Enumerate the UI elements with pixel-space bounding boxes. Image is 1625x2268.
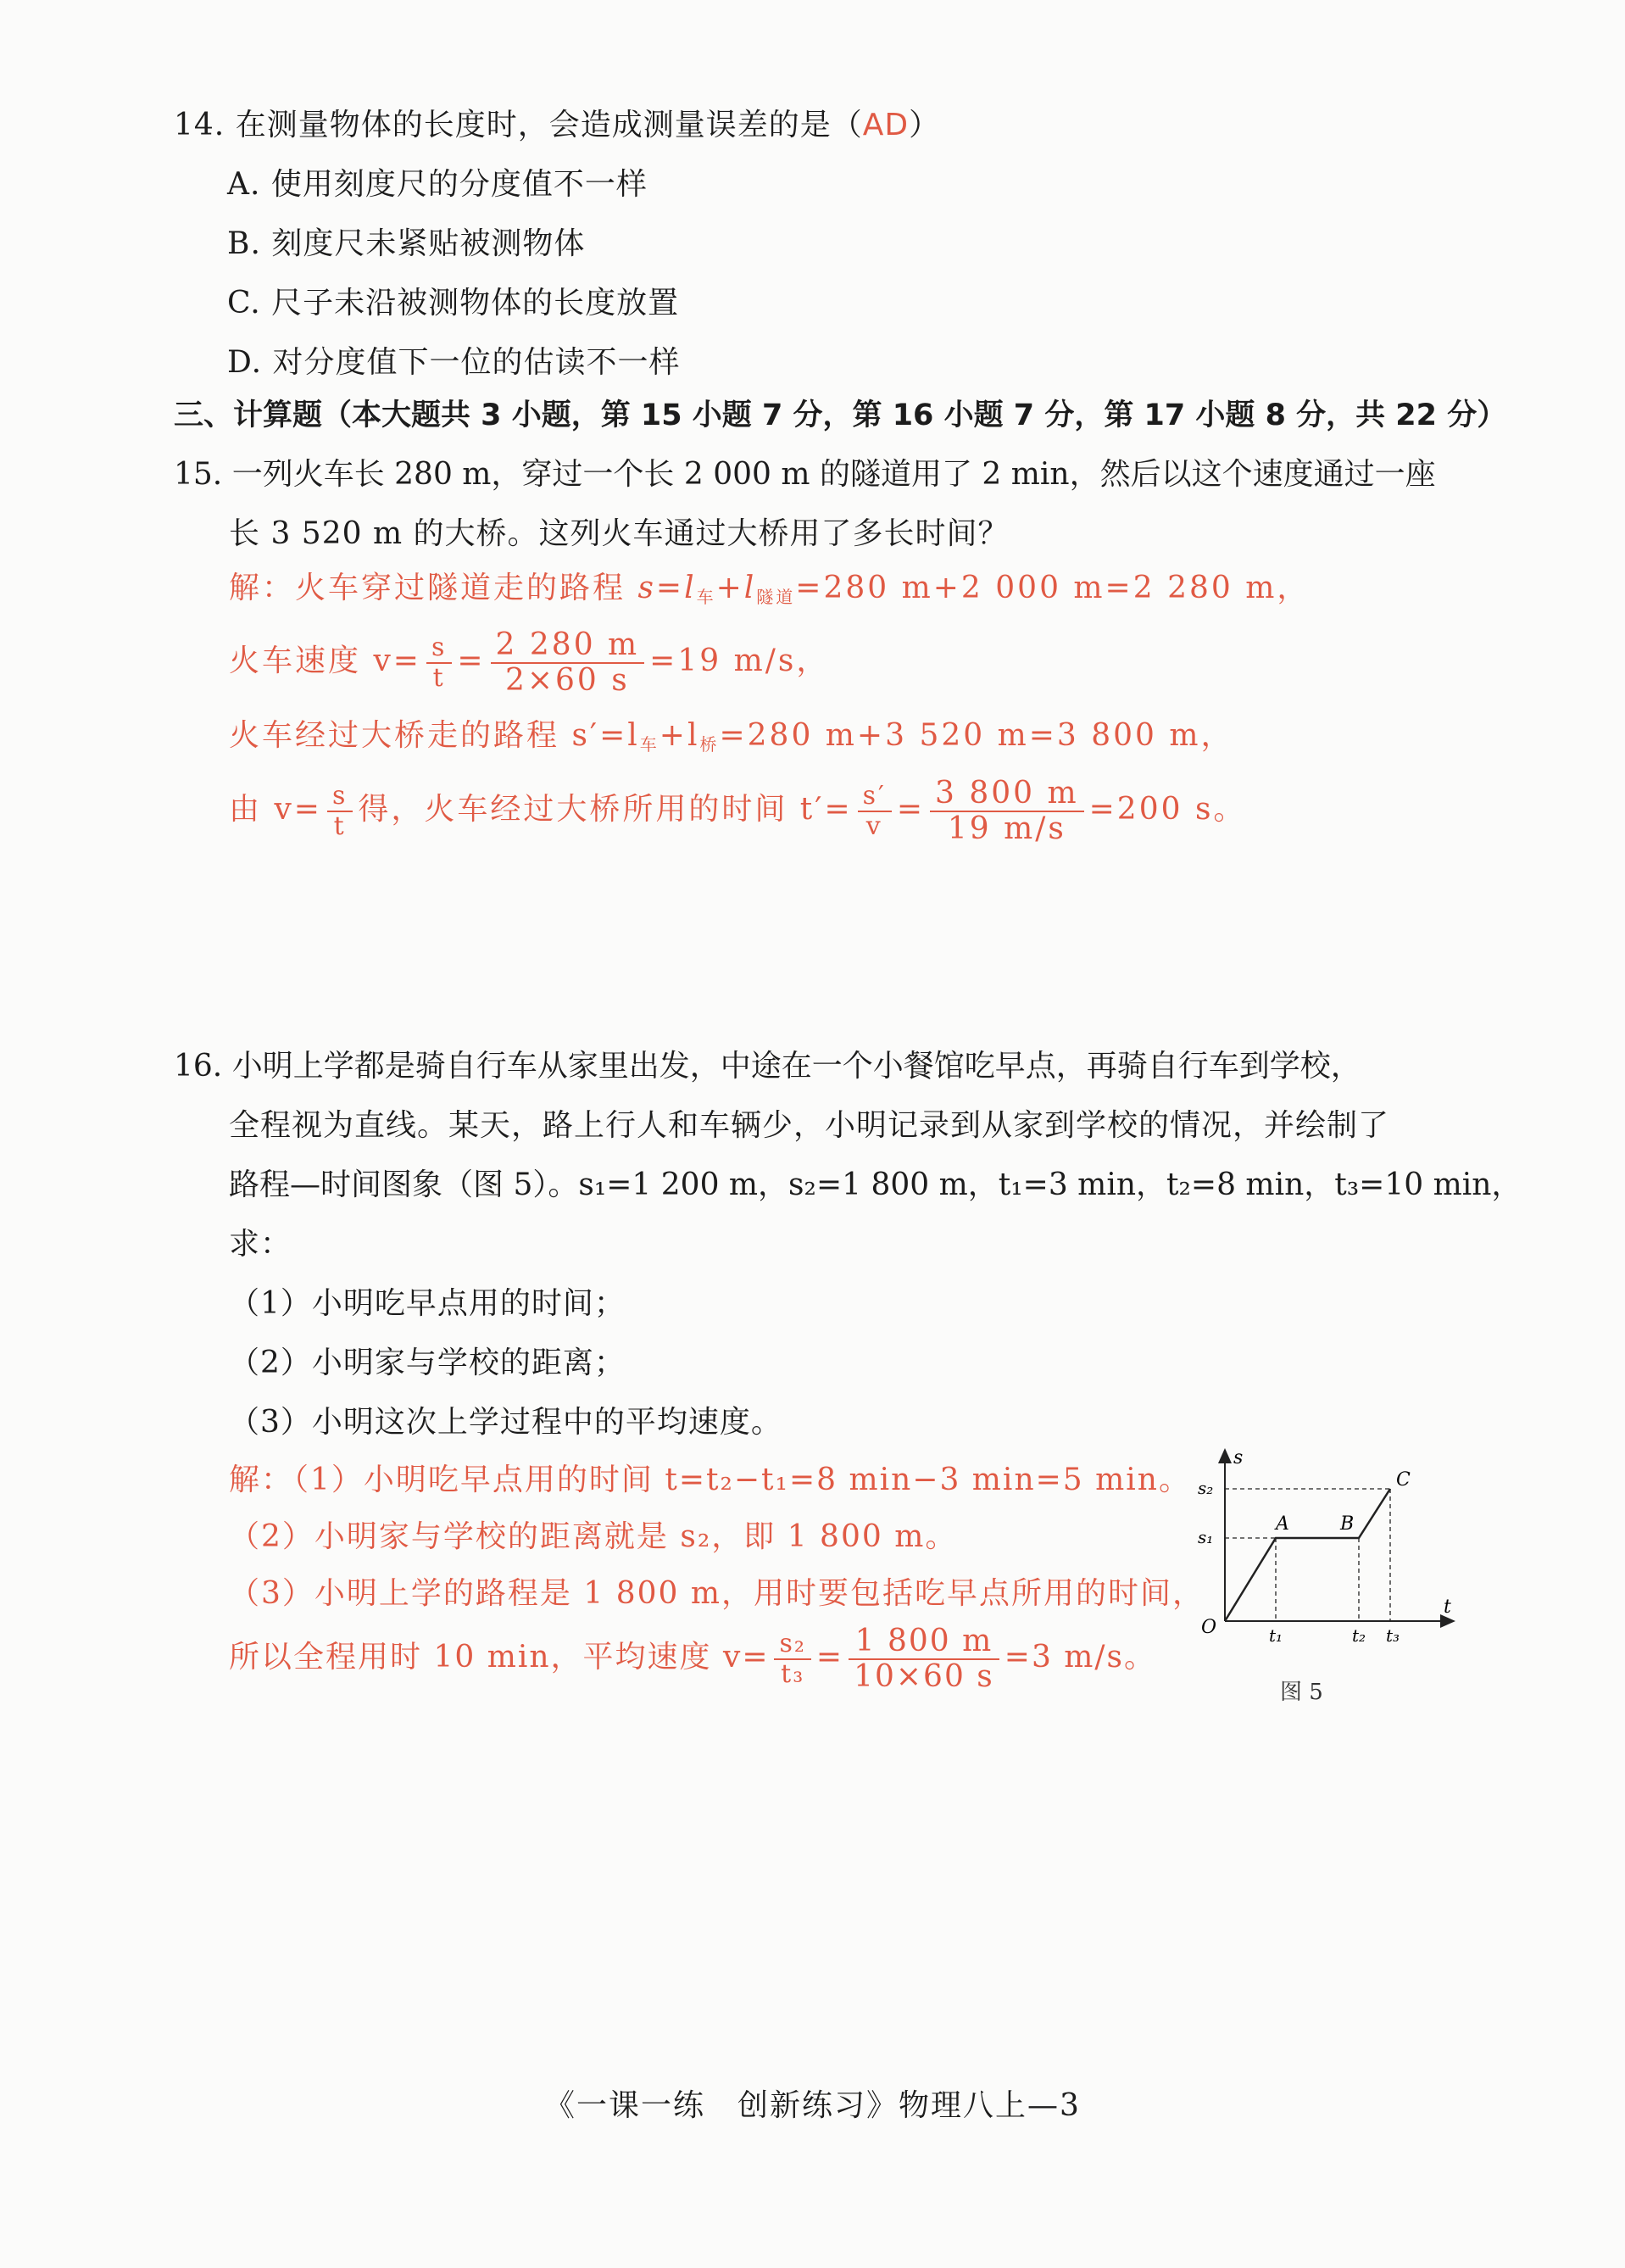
q16-line1: 16. 小明上学都是骑自行车从家里出发，中途在一个小餐馆吃早点，再骑自行车到学校， <box>174 1049 1361 1084</box>
q16-line4: 求： <box>229 1227 292 1262</box>
q15-solution-3: 火车经过大桥走的路程 $s'=l_车+l_桥=280$ m+3 520 m=3 800 m， <box>229 718 1234 755</box>
q14-option-d: D. 对分度值下一位的估读不一样 <box>227 345 681 380</box>
q15-line2: 长 3 520 m 的大桥。这列火车通过大桥用了多长时间？ <box>229 516 1010 551</box>
fraction: $\frac{2 280 m}{2\times 60 s}$ <box>491 628 645 698</box>
fraction: $\frac{\text{s₂}}{\text{t₃}}$ <box>774 1630 810 1689</box>
label-point-a: A <box>1276 1513 1289 1535</box>
q14-option-c: C. 尺子未沿被测物体的长度放置 <box>227 286 680 320</box>
q15-solution-4: 由 v= $\frac{s}{t}$ 得，火车经过大桥所用的时间 t′= $\frac{s'}{v}$ = $\frac{3 800 m}{19 m/s}$ =200 s。 <box>229 776 1247 846</box>
label-t: t <box>1444 1597 1451 1618</box>
label-point-c: C <box>1396 1469 1411 1491</box>
label-t2: t₂ <box>1352 1625 1366 1645</box>
q16-line3: 路程—时间图象（图 5）。s₁=1 200 m，s₂=1 800 m，t₁=3 min，t₂=8 min，t₃=10 min， <box>229 1167 1522 1202</box>
fraction: $\frac{1 800 m}{10\times 60 s}$ <box>849 1624 999 1694</box>
fraction: $\frac{s}{t}$ <box>426 633 452 693</box>
q16-sub3: （3）小明这次上学过程中的平均速度。 <box>229 1405 782 1440</box>
label-s: s <box>1233 1447 1244 1468</box>
q16-sub1: （1）小明吃早点用的时间； <box>229 1286 626 1321</box>
fraction: $\frac{3 800 m}{19 m/s}$ <box>930 777 1084 846</box>
q15-solution-1: 解：火车穿过隧道走的路程 $s=l_车+l_{隧道}=280$ m+2 000 m=2 280 m， <box>229 571 1311 607</box>
q16-sub2: （2）小明家与学校的距离； <box>229 1346 626 1380</box>
label-t1: t₁ <box>1269 1625 1283 1645</box>
q14-option-a: A. 使用刻度尺的分度值不一样 <box>227 167 648 202</box>
label-s1: s₁ <box>1198 1527 1214 1547</box>
figure-caption: 图 5 <box>1280 1680 1323 1705</box>
q14-option-b: B. 刻度尺未紧贴被测物体 <box>227 226 586 261</box>
figure-5-graph <box>1183 1441 1462 1645</box>
q16-line2: 全程视为直线。某天，路上行人和车辆少，小明记录到从家到学校的情况，并绘制了 <box>229 1108 1390 1143</box>
fraction: $\frac{s}{t}$ <box>327 782 353 841</box>
q15-solution-2: 火车速度 v= $\frac{s}{t}$ = $\frac{2 280 m}{2\times 60 s}$ =19 m/s， <box>229 627 830 698</box>
page-footer: 《一课一练 创新练习》物理八上—3 <box>544 2088 1081 2123</box>
label-s2: s₂ <box>1198 1478 1214 1498</box>
q16-solution-1: 解：（1）小明吃早点用的时间 t=t₂−t₁=8 min−3 min=5 min。 <box>229 1463 1191 1497</box>
fraction: $\frac{s'}{v}$ <box>858 782 892 841</box>
section3-title: 三、计算题（本大题共 3 小题，第 15 小题 7 分，第 16 小题 7 分，第 17 小题 8 分，共 22 分） <box>174 398 1507 432</box>
q16-solution-4: 所以全程用时 10 min，平均速度 v= $\frac{\text{s₂}}{\text{t₃}}$ = $\frac{1 800 m}{10\times 60 s}$ =3 m/s。 <box>229 1624 1157 1694</box>
q16-solution-3: （3）小明上学的路程是 1 800 m，用时要包括吃早点所用的时间， <box>229 1576 1205 1611</box>
q15-line1: 15. 一列火车长 280 m，穿过一个长 2 000 m 的隧道用了 2 min，然后以这个速度通过一座 <box>174 457 1436 492</box>
label-t3: t₃ <box>1386 1625 1400 1645</box>
label-origin: O <box>1201 1617 1217 1638</box>
q14-answer: AD <box>862 108 910 142</box>
graph-line <box>1225 1489 1390 1621</box>
q14-stem: 14. 在测量物体的长度时，会造成测量误差的是（AD） <box>174 108 941 142</box>
q16-solution-2: （2）小明家与学校的距离就是 s₂，即 1 800 m。 <box>229 1519 958 1554</box>
label-point-b: B <box>1340 1513 1355 1535</box>
